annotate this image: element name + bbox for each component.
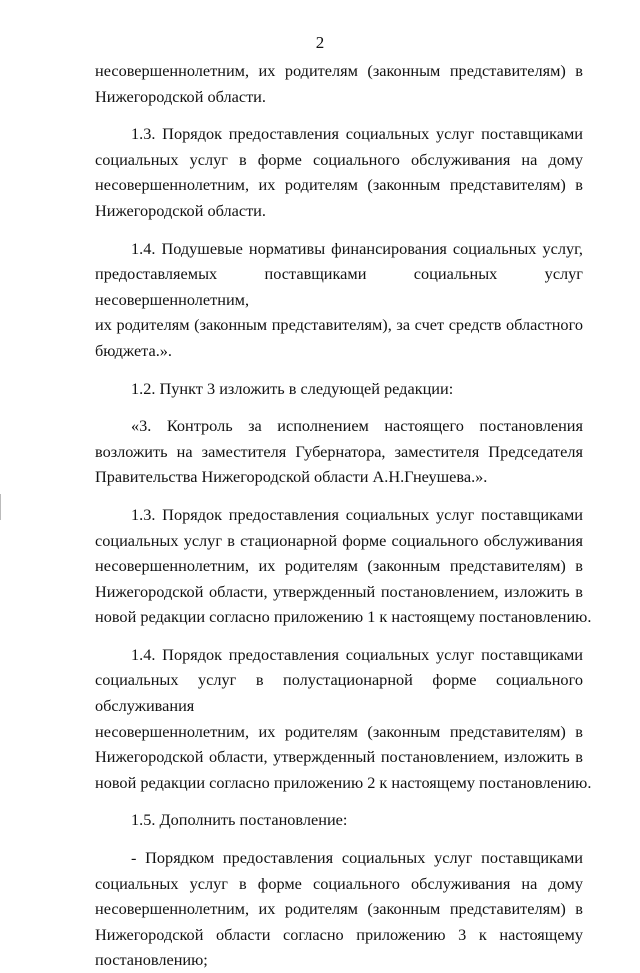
text-line-content: возложить на заместителя Губернатора, заместителя Председателя xyxy=(95,441,583,461)
paragraph xyxy=(95,642,592,796)
text-line-content: Нижегородской области. xyxy=(95,200,266,220)
text-line xyxy=(95,922,583,948)
text-line-content: «3. Контроль за исполнением настоящего постановления xyxy=(131,416,583,436)
text-line xyxy=(95,172,583,198)
text-line xyxy=(95,439,583,465)
text-line-content: бюджета.». xyxy=(95,340,172,360)
document-body xyxy=(95,58,592,973)
text-line xyxy=(95,502,583,528)
scan-edge-mark xyxy=(0,494,1,520)
text-line-content: социальных услуг в стационарной форме социального обслуживания xyxy=(95,530,583,550)
page-number: 2 xyxy=(315,33,325,52)
text-line xyxy=(95,528,583,554)
text-line-content: несовершеннолетним, их родителям (законным представителям) в xyxy=(95,175,583,195)
text-line xyxy=(95,770,592,796)
text-line xyxy=(95,312,583,338)
text-line xyxy=(95,667,583,718)
text-line xyxy=(95,338,583,364)
text-line-content: социальных услуг в форме социального обслуживания на дому xyxy=(95,149,583,169)
text-line-content: 1.4. Подушевые нормативы финансирования социальных услуг, xyxy=(131,238,583,258)
text-line xyxy=(95,261,583,312)
text-line-content: 1.3. Порядок предоставления социальных услуг поставщиками xyxy=(131,124,583,144)
text-line xyxy=(95,58,583,84)
text-line-content: постановлению; xyxy=(95,950,208,970)
text-line xyxy=(95,464,583,490)
text-line-content: Нижегородской области согласно приложению 3 к настоящему xyxy=(95,924,583,944)
paragraph xyxy=(95,845,583,973)
text-line-content: Нижегородской области, утвержденный постановлением, изложить в xyxy=(95,747,583,767)
text-line xyxy=(95,604,592,630)
text-line-content: несовершеннолетним, их родителям (законным представителям) в xyxy=(95,61,583,80)
text-line-content: 1.5. Дополнить постановление: xyxy=(131,810,348,830)
text-line xyxy=(95,744,583,770)
paragraph xyxy=(95,807,583,833)
text-line-content: - Порядком предоставления социальных услуг поставщиками xyxy=(131,848,583,868)
text-line xyxy=(95,553,583,579)
paragraph xyxy=(95,502,592,630)
text-line xyxy=(95,845,583,871)
text-line xyxy=(95,807,583,833)
text-line-content: социальных услуг в форме социального обслуживания на дому xyxy=(95,873,583,893)
text-line xyxy=(95,376,583,402)
text-line-content: 1.3. Порядок предоставления социальных услуг поставщиками xyxy=(131,504,583,524)
text-line-content: предоставляемых поставщиками социальных услуг несовершеннолетним, xyxy=(95,264,583,309)
text-line-content: несовершеннолетним, их родителям (законным представителям) в xyxy=(95,721,583,741)
text-line xyxy=(95,198,583,224)
text-line xyxy=(95,579,583,605)
text-line-content: социальных услуг в полустационарной форме социального обслуживания xyxy=(95,670,583,716)
paragraph xyxy=(95,413,583,490)
text-line xyxy=(95,413,583,439)
text-line-content: несовершеннолетним, их родителям (законным представителям) в xyxy=(95,556,583,576)
text-line xyxy=(95,871,583,897)
paragraph xyxy=(95,121,583,223)
paragraph xyxy=(95,236,583,364)
text-line-content: 1.2. Пункт 3 изложить в следующей редакции: xyxy=(131,378,454,398)
text-line xyxy=(95,896,583,922)
text-line xyxy=(95,719,583,745)
text-line-content: Правительства Нижегородской области А.Н.Гнеушева.». xyxy=(95,467,488,487)
text-line-content: новой редакции согласно приложению 1 к настоящему постановлению. xyxy=(95,607,592,627)
text-line-content: Нижегородской области, утвержденный постановлением, изложить в xyxy=(95,581,583,601)
text-line-content: несовершеннолетним, их родителям (законным представителям) в xyxy=(95,899,583,919)
paragraph xyxy=(95,376,583,402)
text-line xyxy=(95,84,583,110)
text-line xyxy=(95,121,583,147)
text-line-content: новой редакции согласно приложению 2 к настоящему постановлению. xyxy=(95,772,592,792)
text-line-content: Нижегородской области. xyxy=(95,86,266,106)
text-line xyxy=(95,236,583,262)
text-line xyxy=(95,642,583,668)
paragraph xyxy=(95,58,583,109)
text-line xyxy=(95,147,583,173)
text-line xyxy=(95,947,583,973)
text-line-content: их родителям (законным представителям), за счет средств областного xyxy=(95,315,583,335)
text-line-content: 1.4. Порядок предоставления социальных услуг поставщиками xyxy=(131,644,583,664)
